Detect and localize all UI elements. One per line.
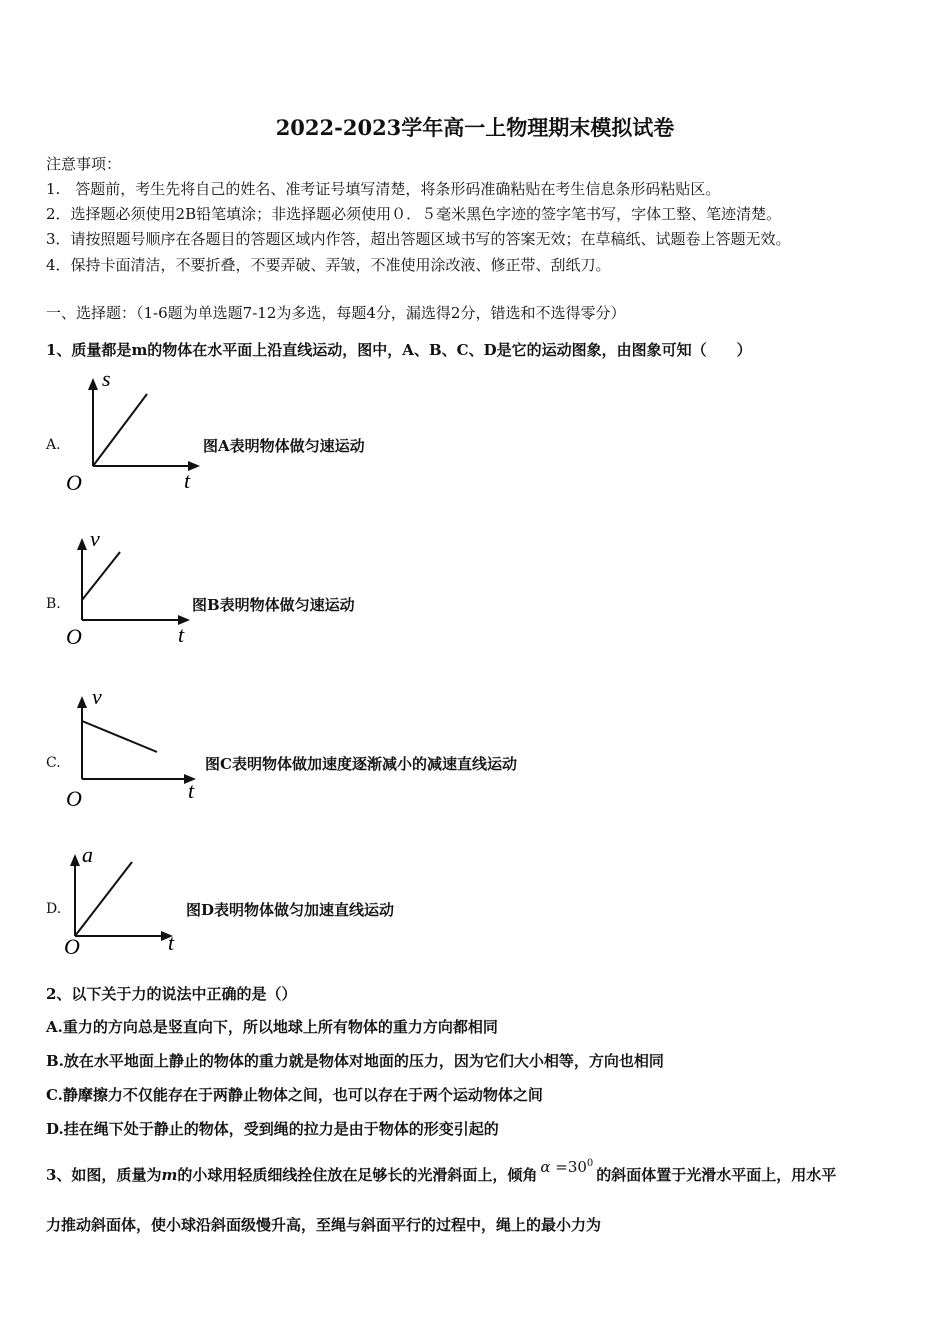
q3-angle-sup: 0: [586, 1158, 594, 1169]
section-heading: 一、选择题：（1-6题为单选题7-12为多选，每题4分，漏选得2分，错选和不选得零分）: [46, 304, 626, 322]
q3-angle-value: =30: [555, 1158, 587, 1176]
graph-a-origin: O: [66, 470, 82, 495]
notice-item-3: 3．请按照题号顺序在各题目的答题区域内作答，超出答题区域书写的答案无效；在草稿纸、试题卷上答题无效。: [46, 230, 791, 248]
q2-option-b: B.放在水平地面上静止的物体的重力就是物体对地面的压力，因为它们大小相等，方向也相同: [46, 1052, 664, 1070]
graph-d-x-label: t: [168, 930, 175, 955]
q1-option-b-letter: B.: [46, 596, 61, 612]
q2-option-c: C.静摩擦力不仅能存在于两静止物体之间，也可以存在于两个运动物体之间: [46, 1086, 543, 1104]
q3-part-3: 的斜面体置于光滑水平面上，用水平: [596, 1166, 837, 1184]
q2-stem: 2、以下关于力的说法中正确的是（）: [46, 985, 297, 1003]
q1-option-d-letter: D.: [46, 901, 62, 917]
q1-option-c-letter: C.: [46, 755, 61, 771]
notice-item-4: 4．保持卡面清洁，不要折叠，不要弄破、弄皱，不准使用涂改液、修正带、刮纸刀。: [46, 256, 611, 274]
graph-d-y-label: a: [82, 844, 93, 867]
q3-line-2: 力推动斜面体，使小球沿斜面级慢升高，至绳与斜面平行的过程中，绳上的最小力为: [46, 1216, 602, 1234]
q1-option-a-text: 图A表明物体做匀速运动: [203, 437, 365, 455]
q1-stem: 1、质量都是m的物体在水平面上沿直线运动，图中，A、B、C、D是它的运动图象，由图象可知（ ）: [46, 341, 752, 359]
notice-item-2: 2．选择题必须使用2B铅笔填涂；非选择题必须使用０．５毫米黑色字迹的签字笔书写，字体工整、笔迹清楚。: [46, 205, 782, 223]
graph-a-st: [60, 368, 210, 498]
q3-part-1: 3、如图，质量为: [46, 1166, 162, 1184]
q3-line-1: [46, 1158, 837, 1185]
q3-angle-expression: [537, 1158, 596, 1176]
graph-b-x-label: t: [178, 622, 185, 647]
notice-heading: 注意事项：: [46, 155, 122, 173]
q1-option-a-letter: A.: [46, 437, 61, 453]
q1-option-d-text: 图D表明物体做匀加速直线运动: [186, 901, 395, 919]
q2-option-a: A.重力的方向总是竖直向下，所以地球上所有物体的重力方向都相同: [46, 1018, 498, 1036]
graph-b-y-label: v: [90, 528, 100, 551]
graph-c-vt: [60, 686, 210, 810]
q3-mass-symbol: m: [161, 1166, 178, 1184]
graph-c-y-label: v: [92, 686, 102, 709]
graph-b-origin: O: [66, 624, 82, 648]
graph-b-vt: [60, 528, 200, 648]
notice-item-1: 1. 答题前，考生先将自己的姓名、准考证号填写清楚，将条形码准确粘贴在考生信息条形码粘贴区。: [46, 180, 721, 198]
graph-a-y-label: s: [102, 368, 111, 391]
q1-option-b-text: 图B表明物体做匀速运动: [192, 596, 355, 614]
graph-c-x-label: t: [188, 778, 195, 803]
q2-option-d: D.挂在绳下处于静止的物体，受到绳的拉力是由于物体的形变引起的: [46, 1120, 499, 1138]
q1-option-c-text: 图C表明物体做加速度逐渐减小的减速直线运动: [205, 755, 517, 773]
graph-c-origin: O: [66, 786, 82, 810]
graph-a-x-label: t: [184, 468, 191, 493]
page-title: 2022-2023学年高一上物理期末模拟试卷: [275, 115, 675, 140]
q3-part-2: 的小球用轻质细线拴住放在足够长的光滑斜面上，倾角: [177, 1166, 538, 1184]
q3-angle-symbol: α: [540, 1158, 551, 1176]
graph-d-origin: O: [64, 934, 80, 959]
graph-d-at: [60, 844, 190, 960]
